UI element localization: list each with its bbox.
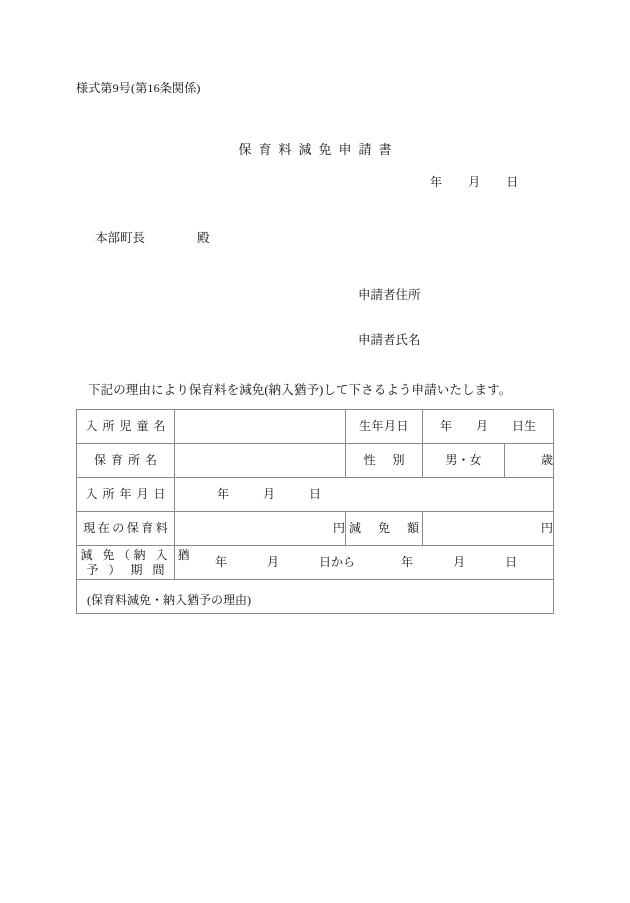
row-label-gender: 性 別 (346, 444, 423, 478)
table-row (77, 410, 554, 444)
row-label-reduction-period (77, 546, 194, 580)
applicant-address-label: 申請者住所 (358, 288, 421, 302)
row-label-admission-date: 入所年月日 (77, 478, 175, 512)
submission-date-line (430, 173, 519, 190)
date-year-label: 年 (430, 175, 443, 189)
period-to-day: 日 (505, 555, 518, 569)
table-row (77, 580, 554, 614)
field-birthdate[interactable]: 年 月 日生 (423, 410, 554, 444)
period-to-month: 月 (453, 555, 466, 569)
row-label-child-name: 入所児童名 (77, 410, 175, 444)
addressee-office: 本部町長 (95, 231, 146, 245)
admission-month-label: 月 (263, 487, 276, 501)
date-month-label: 月 (468, 175, 481, 189)
field-reason[interactable] (77, 580, 554, 614)
period-from-day: 日から (319, 555, 356, 569)
table-row (77, 512, 554, 546)
field-current-fee[interactable]: 円 (175, 512, 346, 546)
field-nursery-name[interactable] (175, 444, 346, 478)
period-to-year: 年 (401, 555, 414, 569)
lead-paragraph: 下記の理由により保育料を減免(納入猶予)して下さるよう申請いたします。 (88, 383, 512, 397)
period-from-year: 年 (215, 555, 228, 569)
applicant-name-label: 申請者氏名 (358, 333, 421, 347)
field-child-name[interactable] (175, 410, 346, 444)
field-reduction-period[interactable] (175, 546, 554, 580)
period-from-month: 月 (267, 555, 280, 569)
addressee (95, 228, 210, 246)
row-label-birthdate: 生年月日 (346, 410, 423, 444)
table-row (77, 546, 554, 580)
field-gender-options[interactable]: 男・女 (423, 444, 505, 478)
admission-year-label: 年 (217, 487, 230, 501)
reduction-period-label-line2: 予 ） 期 間 (86, 562, 168, 577)
addressee-honorific: 殿 (197, 231, 210, 245)
row-label-nursery-name: 保育所名 (77, 444, 175, 478)
reason-label: (保育料減免・納入猶予の理由) (87, 592, 251, 607)
row-label-current-fee: 現在の保育料 (77, 512, 175, 546)
row-label-reduction-amount: 減 免 額 (346, 512, 423, 546)
field-age-unit[interactable]: 歳 (505, 444, 554, 478)
application-table (76, 409, 554, 614)
admission-day-label: 日 (309, 487, 322, 501)
field-admission-date[interactable] (175, 478, 554, 512)
field-reduction-amount[interactable]: 円 (423, 512, 554, 546)
form-number: 様式第9号(第16条関係) (76, 81, 201, 95)
page-title: 保育料減免申請書 (238, 142, 399, 157)
table-row (77, 478, 554, 512)
date-day-label: 日 (506, 175, 519, 189)
table-row (77, 444, 554, 478)
reduction-period-label-line1: 減 免（納 入 猶 (80, 547, 194, 562)
